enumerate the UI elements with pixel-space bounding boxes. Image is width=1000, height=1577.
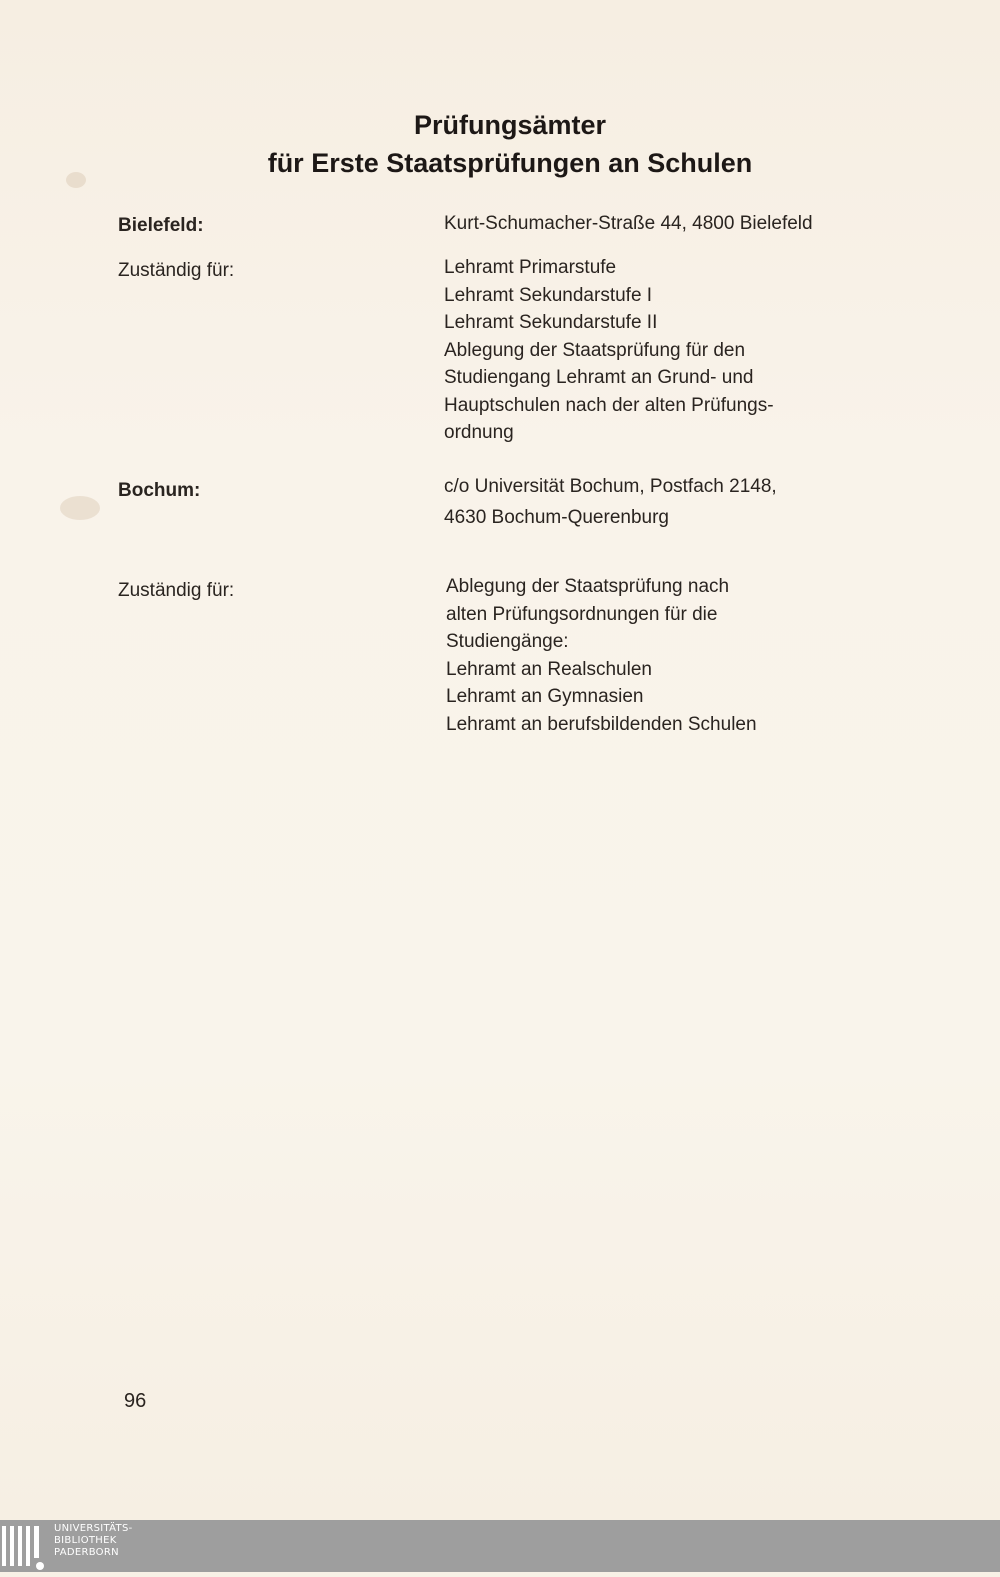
list-item: Lehramt an Realschulen [446,658,652,680]
library-name-line: UNIVERSITÄTS- [54,1523,133,1534]
list-item: Lehramt Primarstufe [444,257,617,278]
page-subtitle: für Erste Staatsprüfungen an Schulen [267,148,753,178]
responsible-list-bochum [446,573,757,738]
library-name-line: PADERBORN [54,1547,119,1558]
list-item: Lehramt an Gymnasien [446,686,644,707]
list-item: Hauptschulen nach der alten Prüfungs- [444,394,774,416]
list-item: Ablegung der Staatsprüfung nach [446,576,730,597]
city-label-bielefeld: Bielefeld: [118,215,204,236]
list-item: Lehramt Sekundarstufe II [444,312,658,333]
list-item: Lehramt Sekundarstufe I [444,284,653,306]
list-item: Lehramt an berufsbildenden Schulen [446,713,757,735]
responsible-label-bochum: Zuständig für: [118,580,235,601]
list-item: ordnung [444,422,514,443]
list-item: Studiengang Lehramt an Grund- und [444,367,754,388]
library-footer-bar [0,1520,1000,1572]
responsible-label-bielefeld: Zuständig für: [118,260,235,281]
address-bochum [444,471,777,533]
page-title: Prüfungsämter [413,110,607,140]
address-line: 4630 Bochum-Querenburg [444,507,669,528]
responsible-list-bielefeld [444,254,774,447]
paper-stain [60,496,100,520]
city-label-bochum: Bochum: [118,480,201,501]
library-name [54,1523,133,1559]
address-bielefeld [444,210,813,238]
list-item: Studiengänge: [446,631,569,652]
library-name-line: BIBLIOTHEK [54,1535,117,1546]
list-item: alten Prüfungsordnungen für die [446,603,718,625]
address-line: Kurt-Schumacher-Straße 44, 4800 Bielefeld [444,213,813,234]
list-item: Ablegung der Staatsprüfung für den [444,339,746,361]
address-line: c/o Universität Bochum, Postfach 2148, [444,476,777,497]
university-library-logo-icon [0,1520,48,1572]
page-number: 96 [124,1390,147,1412]
